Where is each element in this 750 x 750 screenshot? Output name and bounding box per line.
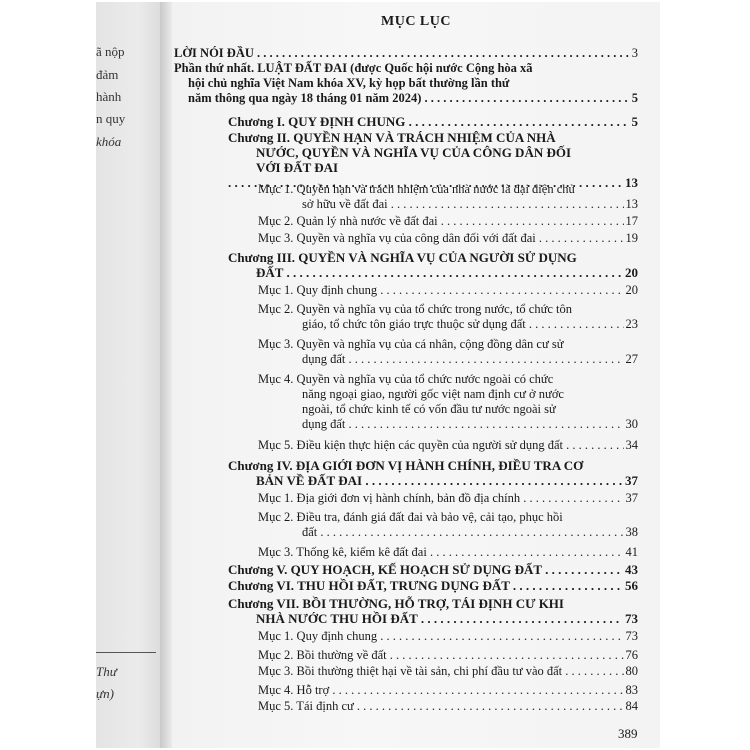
toc-entry-ch7-section-3 [258,664,638,679]
page-number: 5 [631,114,638,129]
entry-title-line: hội chủ nghĩa Việt Nam khóa XV, kỳ họp bất thường lần thứ [188,76,510,90]
toc-entry-chapter-2 [228,130,638,190]
entry-title: Mục 5. Điều kiện thực hiện các quyền của người sử dụng đất . . . [258,438,638,453]
entry-title: LỜI NÓI ĐẦU . . . [174,46,638,61]
entry-title-line: Mục 2. Điều tra, đánh giá đất đai và bảo vệ, cải tạo, phục hồi [258,510,563,524]
page-number: 84 [625,699,638,713]
toc-entry-chapter-1 [228,114,638,129]
page-number: 23 [625,317,638,331]
page-number: 73 [625,611,638,626]
toc-entry-ch3-section-2 [258,302,638,332]
toc-entry-ch3-section-5 [258,438,638,453]
entry-title-line: NƯỚC, QUYỀN VÀ NGHĨA VỤ CỦA CÔNG DÂN ĐỐI [256,145,572,160]
page-number: 37 [625,491,638,505]
entry-title-line: dụng đất . . . [258,352,638,367]
left-page-fragment: n quy [96,111,126,126]
entry-title-line: dụng đất . . . [258,417,638,432]
left-page-edge [96,2,166,748]
page-number: 43 [625,562,638,577]
page-folio-number: 389 [618,726,638,741]
page-number: 34 [625,438,638,452]
entry-title-line: Mục 3. Quyền và nghĩa vụ của cá nhân, cộng đồng dân cư sử [258,337,564,351]
page-number: 17 [625,214,638,228]
toc-entry-ch2-section-1 [258,182,638,212]
left-page-fragment: Thư [96,664,117,679]
entry-title-line: ngoài, tổ chức kinh tế có vốn đầu tư nước ngoài sử [302,402,556,416]
entry-title-line: Phần thứ nhất. LUẬT ĐẤT ĐAI (được Quốc hội nước Cộng hòa xã [174,61,533,75]
entry-title-line: Chương III. QUYỀN VÀ NGHĨA VỤ CỦA NGƯỜI SỬ DỤNG [228,250,577,265]
entry-title: Chương V. QUY HOẠCH, KẾ HOẠCH SỬ DỤNG ĐẤT . . . [228,562,638,577]
page-number: 41 [625,545,638,559]
toc-page [172,2,660,748]
entry-title: Mục 1. Quy định chung . . . [258,629,638,644]
toc-entry-ch3-section-4 [258,372,638,432]
toc-entry-ch3-section-3 [258,337,638,367]
entry-title: Mục 4. Hỗ trợ . . . [258,683,638,698]
entry-title-line: Mục 2. Quyền và nghĩa vụ của tổ chức trong nước, tổ chức tôn [258,302,573,316]
toc-entry-chapter-6 [228,578,638,593]
entry-title: Chương VI. THU HỒI ĐẤT, TRƯNG DỤNG ĐẤT . . . [228,578,638,593]
toc-entry-ch2-section-3 [258,231,638,246]
left-page-fragment: khóa [96,134,122,149]
toc-entry-ch4-section-3 [258,545,638,560]
entry-title-line: Mục 1. Quyền hạn và trách nhiệm của nhà nước là đại diện chủ [258,182,575,196]
toc-entry-ch7-section-2 [258,648,638,663]
left-page-fragment: ã nộp [96,44,125,59]
entry-title: Mục 3. Bồi thường thiệt hại về tài sản, chi phí đầu tư vào đất . . . [258,664,638,679]
entry-title-line: Chương II. QUYỀN HẠN VÀ TRÁCH NHIỆM CỦA NHÀ [228,130,556,145]
left-page-fragment: ựn) [96,686,114,701]
toc-entry-loi-noi-dau [174,46,638,61]
page-number: 20 [625,265,638,280]
page-number: 56 [625,578,638,593]
entry-title: Mục 1. Địa giới đơn vị hành chính, bản đồ địa chính . . . [258,491,638,506]
toc-entry-ch7-section-1 [258,629,638,644]
page-number: 13 [625,175,638,190]
toc-entry-ch7-section-5 [258,699,638,714]
entry-title-line: VỚI ĐẤT ĐAI [256,160,339,175]
entry-title: Mục 1. Quy định chung . . . [258,283,638,298]
page-number: 5 [631,91,638,105]
entry-title-line: sở hữu về đất đai . . . [258,197,638,212]
page-number: 38 [625,525,638,539]
toc-entry-chapter-4 [228,458,638,488]
entry-title-line: ĐẤT . . . [228,265,638,280]
entry-title-line: năm thông qua ngày 18 tháng 01 năm 2024) . . . [174,91,638,106]
toc-entry-chapter-3 [228,250,638,280]
toc-entry-part-one [174,61,638,106]
page-number: 30 [625,417,638,431]
toc-entry-ch4-section-1 [258,491,638,506]
page-number: 37 [625,473,638,488]
page-title: MỤC LỤC [381,14,451,29]
left-page-fragment: hành [96,89,122,104]
entry-title: Chương I. QUY ĐỊNH CHUNG . . . [228,114,638,129]
entry-title-line: NHÀ NƯỚC THU HỒI ĐẤT . . . [228,611,638,626]
entry-title-line: Mục 4. Quyền và nghĩa vụ của tổ chức nước ngoài có chức [258,372,554,386]
page-number: 27 [625,352,638,366]
entry-title: Mục 2. Bồi thường về đất . . . [258,648,638,663]
toc-entry-ch4-section-2 [258,510,638,540]
page-number: 3 [631,46,638,60]
entry-title: Mục 3. Thống kê, kiểm kê đất đai . . . [258,545,638,560]
entry-title-line: giáo, tổ chức tôn giáo trực thuộc sử dụng đất . . . [258,317,638,332]
entry-title-line: BẢN VỀ ĐẤT ĐAI . . . [228,473,638,488]
entry-title-line: Chương VII. BỒI THƯỜNG, HỖ TRỢ, TÁI ĐỊNH CƯ KHI [228,596,564,611]
page-number: 19 [625,231,638,245]
left-page-fragment: đảm [96,67,119,82]
page-number: 76 [625,648,638,662]
toc-entry-ch3-section-1 [258,283,638,298]
page-number: 20 [625,283,638,297]
entry-title: Mục 3. Quyền và nghĩa vụ của công dân đối với đất đai . . . [258,231,638,246]
page-number: 13 [625,197,638,211]
toc-entry-chapter-5 [228,562,638,577]
left-page-rule [96,652,156,653]
page-number: 73 [625,629,638,643]
toc-entry-chapter-7 [228,596,638,626]
toc-entry-ch2-section-2 [258,214,638,229]
page-number: 80 [625,664,638,678]
page-number: 83 [625,683,638,697]
entry-title: Mục 5. Tái định cư . . . [258,699,638,714]
entry-title-line: năng ngoại giao, người gốc việt nam định cư ở nước [302,387,564,401]
entry-title: Mục 2. Quản lý nhà nước về đất đai . . . [258,214,638,229]
entry-title-line: Chương IV. ĐỊA GIỚI ĐƠN VỊ HÀNH CHÍNH, ĐIỀU TRA CƠ [228,458,584,473]
entry-title-line: đất . . . [258,525,638,540]
toc-entry-ch7-section-4 [258,683,638,698]
